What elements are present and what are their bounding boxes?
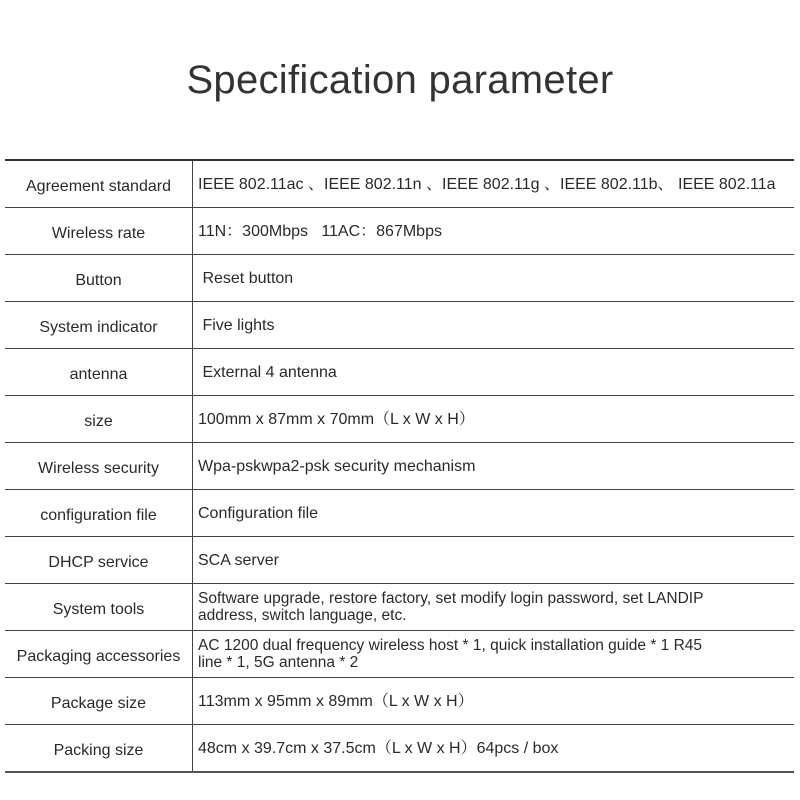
spec-value: IEEE 802.11ac 、IEEE 802.11n 、IEEE 802.11g 、IEEE 802.11b、 IEEE 802.11a <box>193 160 795 208</box>
spec-row <box>5 255 794 302</box>
spec-value: Wpa-pskwpa2-psk security mechanism <box>193 443 795 490</box>
spec-row <box>5 443 794 490</box>
spec-row <box>5 349 794 396</box>
spec-label: size <box>5 396 193 443</box>
spec-table <box>5 159 794 773</box>
spec-label: Wireless rate <box>5 208 193 255</box>
spec-row <box>5 396 794 443</box>
spec-value: SCA server <box>193 537 795 584</box>
spec-label: System indicator <box>5 302 193 349</box>
spec-value: 100mm x 87mm x 70mm（L x W x H） <box>193 396 795 443</box>
spec-label: Agreement standard <box>5 160 193 208</box>
spec-row <box>5 725 794 773</box>
spec-value: 113mm x 95mm x 89mm（L x W x H） <box>193 678 795 725</box>
spec-value: 11N：300Mbps 11AC：867Mbps <box>193 208 795 255</box>
spec-label: Wireless security <box>5 443 193 490</box>
spec-row <box>5 208 794 255</box>
spec-value: AC 1200 dual frequency wireless host * 1, quick installation guide * 1 R45 line * 1, 5G antenna * 2 <box>193 631 795 678</box>
spec-label: Packaging accessories <box>5 631 193 678</box>
page-title: Specification parameter <box>186 58 614 102</box>
spec-label: System tools <box>5 584 193 631</box>
spec-row <box>5 584 794 631</box>
spec-value: Configuration file <box>193 490 795 537</box>
spec-label: Button <box>5 255 193 302</box>
spec-row <box>5 160 794 208</box>
spec-label: Package size <box>5 678 193 725</box>
spec-label: configuration file <box>5 490 193 537</box>
spec-row <box>5 537 794 584</box>
spec-value: Software upgrade, restore factory, set modify login password, set LANDIP address, switch language, etc. <box>193 584 795 631</box>
spec-label: DHCP service <box>5 537 193 584</box>
spec-row <box>5 490 794 537</box>
spec-label: Packing size <box>5 725 193 773</box>
spec-value: Five lights <box>193 302 795 349</box>
spec-value: External 4 antenna <box>193 349 795 396</box>
spec-row <box>5 678 794 725</box>
spec-label: antenna <box>5 349 193 396</box>
spec-value: 48cm x 39.7cm x 37.5cm（L x W x H）64pcs / box <box>193 725 795 773</box>
spec-value: Reset button <box>193 255 795 302</box>
spec-row <box>5 302 794 349</box>
spec-row <box>5 631 794 678</box>
